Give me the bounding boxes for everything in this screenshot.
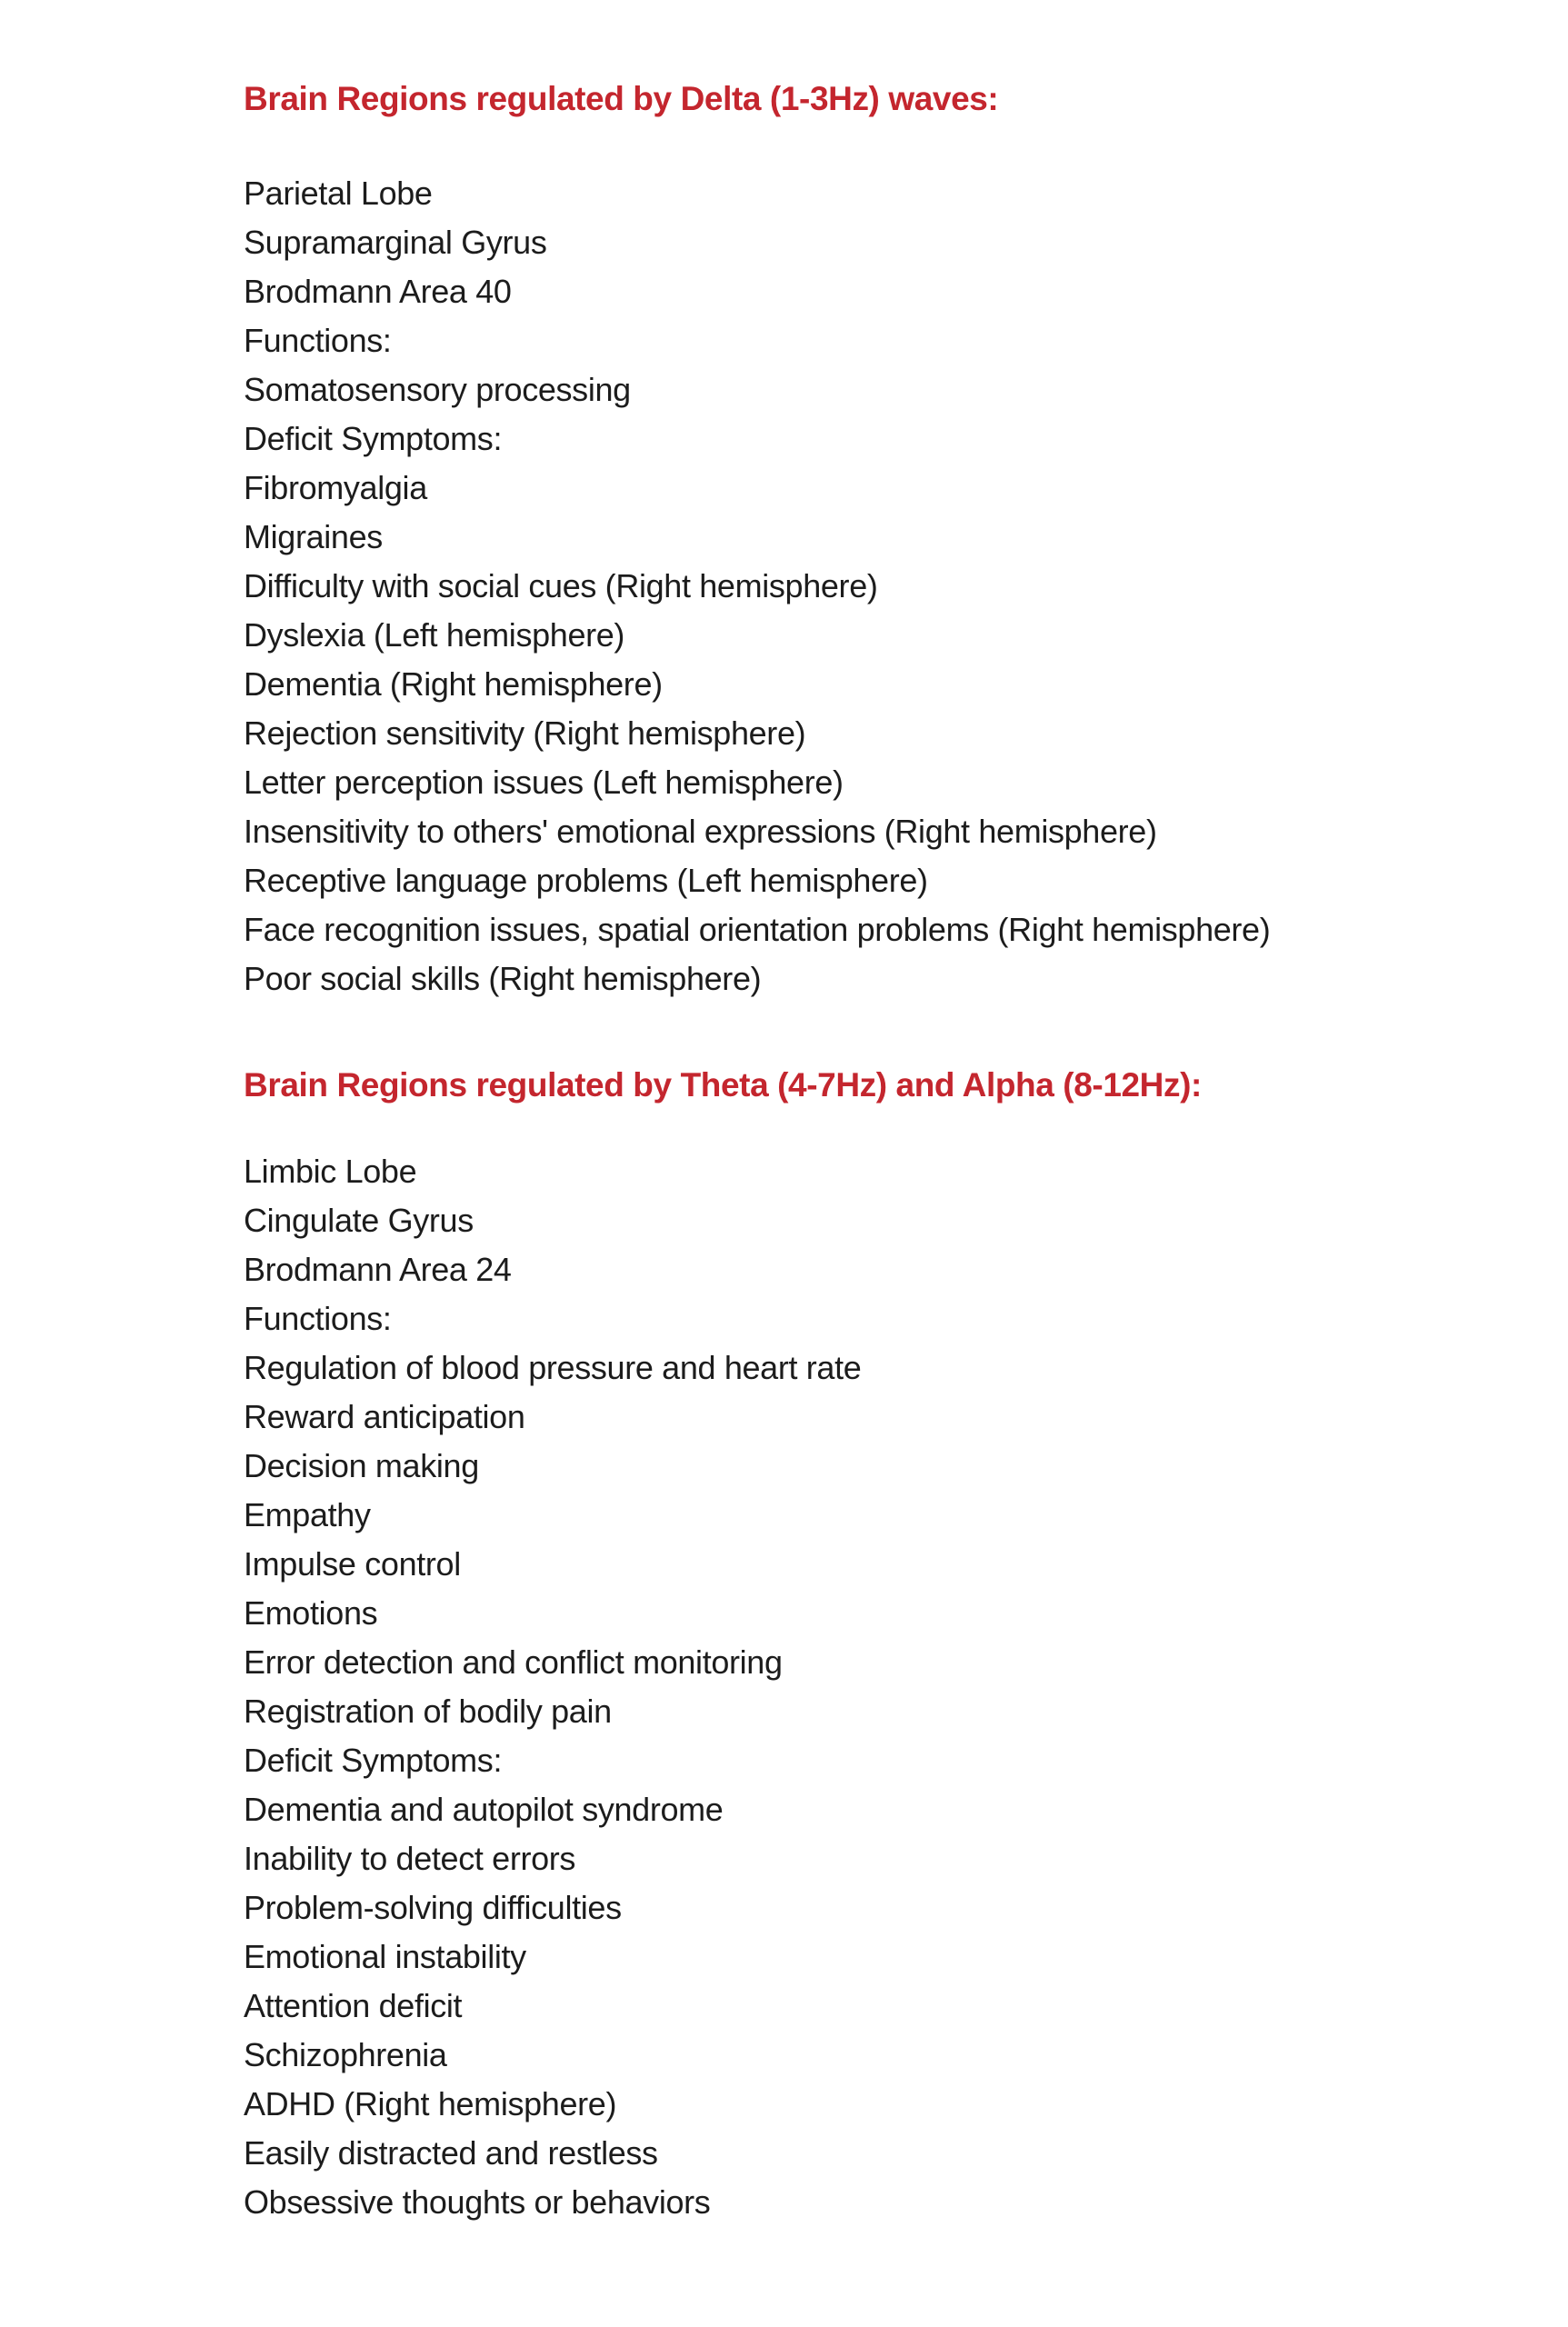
list-item: Somatosensory processing [244, 371, 631, 408]
delta-section-list [244, 169, 1270, 1004]
theta-alpha-section-heading: Brain Regions regulated by Theta (4-7Hz) and Alpha (8-12Hz): [244, 1066, 1202, 1104]
list-item: Regulation of blood pressure and heart rate [244, 1349, 862, 1386]
list-item: Cingulate Gyrus [244, 1202, 474, 1239]
list-item: Difficulty with social cues (Right hemisphere) [244, 567, 878, 604]
delta-section-heading: Brain Regions regulated by Delta (1-3Hz) waves: [244, 80, 999, 117]
list-item: Rejection sensitivity (Right hemisphere) [244, 714, 806, 752]
list-item: Inability to detect errors [244, 1840, 576, 1877]
list-item: Brodmann Area 40 [244, 273, 512, 310]
list-item: Parietal Lobe [244, 175, 433, 212]
list-item: Fibromyalgia [244, 469, 427, 506]
list-item: Dementia (Right hemisphere) [244, 665, 663, 703]
list-item: Poor social skills (Right hemisphere) [244, 960, 762, 997]
list-item: Attention deficit [244, 1987, 463, 2024]
list-item: Problem-solving difficulties [244, 1889, 622, 1926]
list-item: Easily distracted and restless [244, 2134, 658, 2172]
list-item: Obsessive thoughts or behaviors [244, 2183, 711, 2221]
list-item: Empathy [244, 1496, 371, 1533]
list-item: Brodmann Area 24 [244, 1251, 512, 1288]
list-item: Schizophrenia [244, 2036, 447, 2073]
list-item: Emotional instability [244, 1938, 526, 1975]
list-item: Dyslexia (Left hemisphere) [244, 616, 625, 654]
list-item: Limbic Lobe [244, 1153, 417, 1190]
list-item: Letter perception issues (Left hemisphere) [244, 764, 844, 801]
list-item: Error detection and conflict monitoring [244, 1643, 783, 1681]
list-item: Insensitivity to others' emotional expressions (Right hemisphere) [244, 813, 1157, 850]
list-item: Decision making [244, 1447, 479, 1484]
list-item: Dementia and autopilot syndrome [244, 1791, 724, 1828]
list-item: Deficit Symptoms: [244, 1742, 503, 1779]
list-item: Face recognition issues, spatial orientation problems (Right hemisphere) [244, 911, 1271, 948]
list-item: ADHD (Right hemisphere) [244, 2085, 617, 2122]
list-item: Registration of bodily pain [244, 1693, 612, 1730]
list-item: Impulse control [244, 1545, 461, 1583]
theta-alpha-section-list [244, 1147, 861, 2227]
list-item: Emotions [244, 1594, 378, 1632]
list-item: Functions: [244, 1300, 392, 1337]
list-item: Reward anticipation [244, 1398, 525, 1435]
list-item: Functions: [244, 322, 392, 359]
list-item: Deficit Symptoms: [244, 420, 503, 457]
list-item: Migraines [244, 518, 383, 555]
list-item: Supramarginal Gyrus [244, 224, 547, 261]
list-item: Receptive language problems (Left hemisphere) [244, 862, 928, 899]
